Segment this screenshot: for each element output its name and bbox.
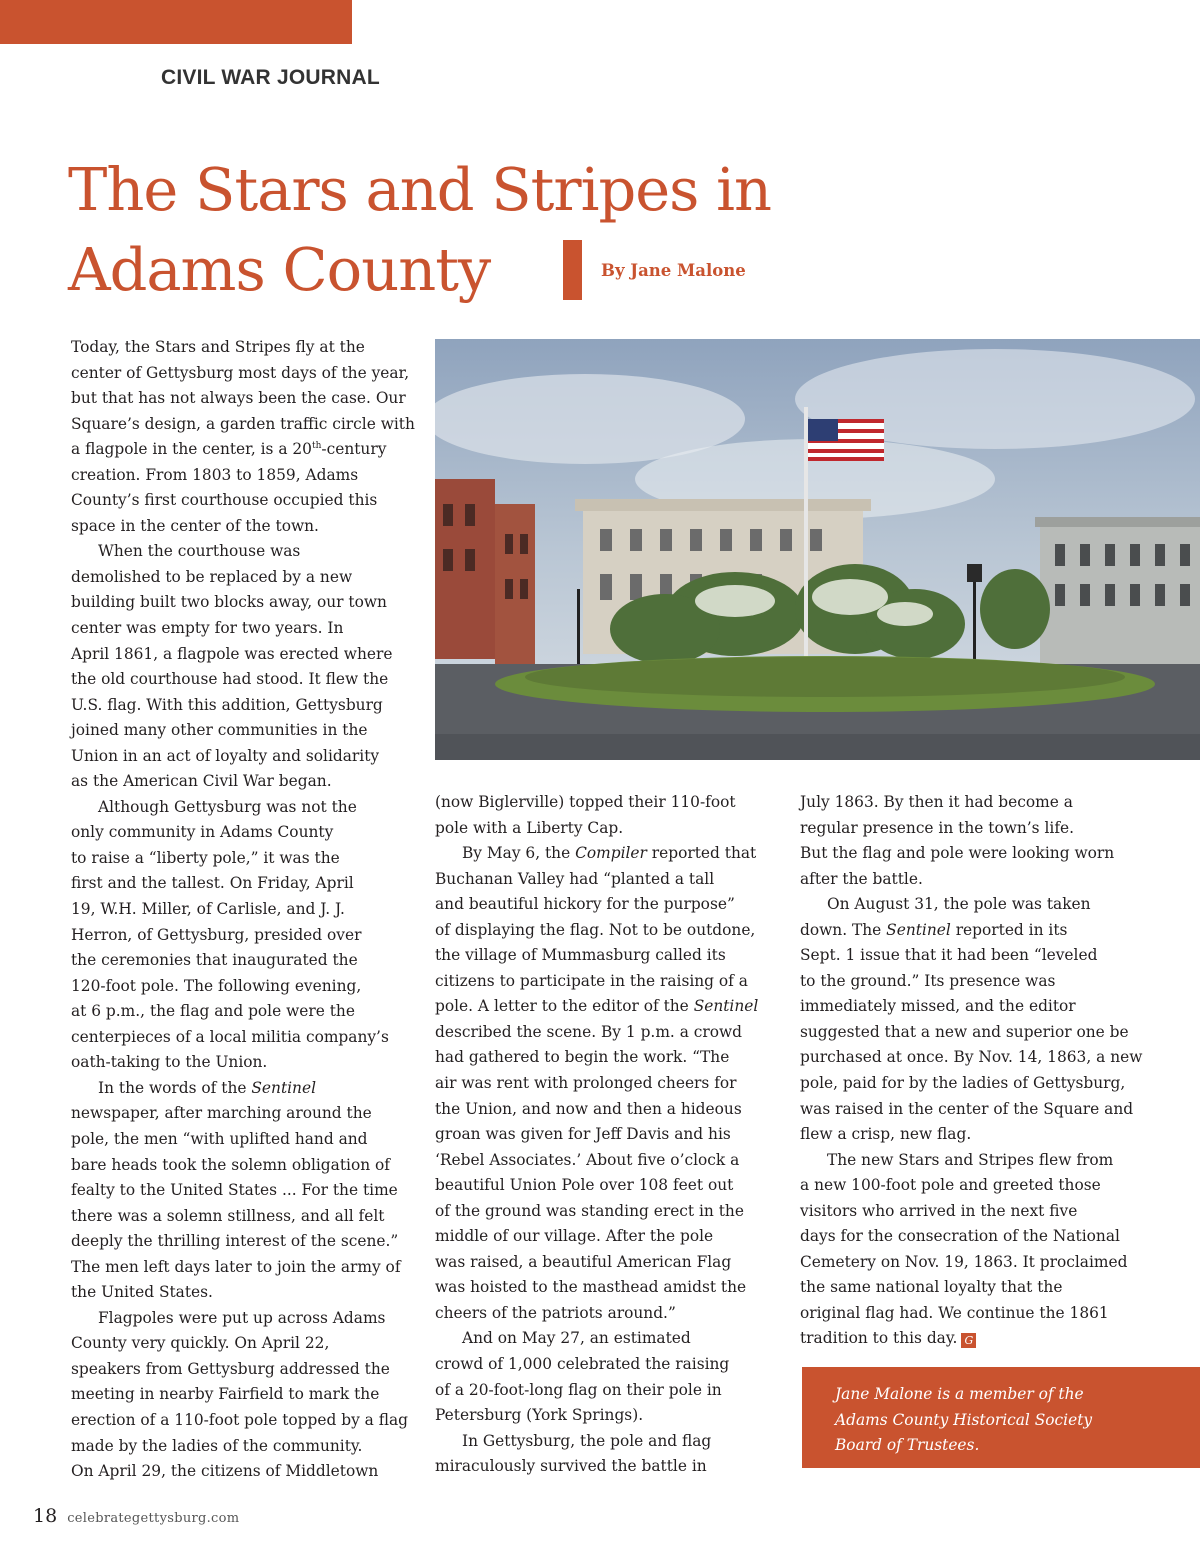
text-line: center was empty for two years. In — [71, 619, 344, 638]
text-line: a new 100-foot pole and greeted those — [800, 1176, 1101, 1195]
text-line: original flag had. We continue the 1861 — [800, 1303, 1109, 1322]
text-line: building built two blocks away, our town — [71, 593, 387, 612]
text-line: oath-taking to the Union. — [71, 1053, 268, 1072]
text-line: groan was given for Jeff Davis and his — [435, 1125, 731, 1144]
article-column-2 — [435, 790, 775, 1480]
text-line: center of Gettysburg most days of the year, — [71, 363, 410, 382]
text-line: Petersburg (York Springs). — [435, 1406, 644, 1425]
text-line: erection of a 110-foot pole topped by a flag — [71, 1410, 409, 1429]
text-line: Buchanan Valley had “planted a tall — [435, 869, 715, 888]
text-line: suggested that a new and superior one be — [800, 1022, 1129, 1041]
text-line: (now Biglerville) topped their 110-foot — [435, 793, 736, 811]
text-line: pole, paid for by the ladies of Gettysburg, — [800, 1074, 1126, 1093]
text-line: down. The Sentinel reported in its — [800, 920, 1068, 939]
title-line-1: The Stars and Stripes in — [68, 155, 772, 224]
text-line: had gathered to begin the work. “The — [435, 1048, 730, 1067]
text-line: a flagpole in the center, is a 20th-century — [71, 440, 387, 459]
text-line: Sept. 1 issue that it had been “leveled — [800, 946, 1098, 965]
text-line: miraculously survived the battle in — [435, 1457, 707, 1476]
text-line: In the words of the Sentinel — [98, 1078, 316, 1097]
text-line: speakers from Gettysburg addressed the — [71, 1359, 390, 1378]
text-line: County’s first courthouse occupied this — [71, 491, 378, 510]
text-line: described the scene. By 1 p.m. a crowd — [435, 1022, 743, 1041]
text-line: fealty to the United States ... For the time — [71, 1181, 398, 1200]
text-line: Flagpoles were put up across Adams — [98, 1308, 386, 1327]
text-line: middle of our village. After the pole — [435, 1227, 714, 1246]
title-line-2: Adams County — [68, 235, 491, 304]
text-line: On April 29, the citizens of Middletown — [71, 1462, 379, 1481]
text-line: The men left days later to join the army of — [71, 1257, 401, 1276]
text-line: cheers of the patriots around.” — [435, 1303, 676, 1322]
text-line: space in the center of the town. — [71, 516, 319, 535]
text-line: April 1861, a flagpole was erected where — [71, 644, 393, 663]
text-line: to the ground.” Its presence was — [800, 971, 1056, 990]
section-label: CIVIL WAR JOURNAL — [161, 66, 380, 89]
text-line: 120-foot pole. The following evening, — [71, 976, 362, 995]
text-line: Today, the Stars and Stripes fly at the — [71, 338, 365, 356]
article-photo — [435, 339, 1200, 760]
text-line: ‘Rebel Associates.’ About five o’clock a — [435, 1150, 740, 1169]
text-line: the village of Mummasburg called its — [435, 946, 726, 965]
text-line: joined many other communities in the — [71, 721, 368, 740]
bio-line: Board of Trustees. — [835, 1436, 980, 1454]
bio-line: Jane Malone is a member of the — [835, 1385, 1084, 1403]
article-column-1 — [71, 335, 421, 1485]
text-line: as the American Civil War began. — [71, 772, 332, 791]
text-line: of the ground was standing erect in the — [435, 1201, 744, 1220]
text-line: the same national loyalty that the — [800, 1278, 1063, 1297]
text-line: pole with a Liberty Cap. — [435, 818, 624, 837]
text-line: citizens to participate in the raising of a — [435, 971, 748, 990]
text-line: and beautiful hickory for the purpose” — [435, 895, 735, 914]
text-line: And on May 27, an estimated — [462, 1329, 691, 1348]
text-line: By May 6, the Compiler reported that — [462, 844, 757, 863]
top-accent-bar — [0, 0, 352, 44]
text-line: tradition to this day. — [800, 1329, 958, 1348]
text-line: Herron, of Gettysburg, presided over — [71, 925, 362, 944]
text-line: of a 20-foot-long flag on their pole in — [435, 1380, 722, 1399]
text-line: was raised, a beautiful American Flag — [435, 1252, 732, 1271]
end-mark-icon: G — [961, 1333, 976, 1348]
text-line: beautiful Union Pole over 108 feet out — [435, 1176, 734, 1195]
text-line: crowd of 1,000 celebrated the raising — [435, 1355, 730, 1374]
text-line: visitors who arrived in the next five — [800, 1201, 1078, 1220]
text-line: But the flag and pole were looking worn — [800, 844, 1115, 863]
text-line: air was rent with prolonged cheers for — [435, 1074, 737, 1093]
page-number: 18 — [33, 1505, 58, 1527]
footer-site: celebrategettysburg.com — [67, 1511, 240, 1526]
text-line: the United States. — [71, 1283, 213, 1302]
text-line: deeply the thrilling interest of the scene.” — [71, 1232, 399, 1251]
text-line: U.S. flag. With this addition, Gettysburg — [71, 695, 383, 714]
author-bio-box — [802, 1367, 1200, 1468]
article-title — [68, 150, 868, 310]
text-line: On August 31, the pole was taken — [827, 895, 1091, 914]
text-line: immediately missed, and the editor — [800, 997, 1076, 1016]
text-line: demolished to be replaced by a new — [71, 567, 353, 586]
text-line: purchased at once. By Nov. 14, 1863, a new — [800, 1048, 1143, 1067]
byline: By Jane Malone — [601, 261, 746, 280]
text-line: centerpieces of a local militia company’s — [71, 1027, 389, 1046]
text-line: at 6 p.m., the flag and pole were the — [71, 1002, 355, 1021]
text-line: days for the consecration of the National — [800, 1227, 1120, 1246]
text-line: Square’s design, a garden traffic circle with — [71, 414, 415, 433]
text-line: the old courthouse had stood. It flew the — [71, 670, 389, 689]
text-line: newspaper, after marching around the — [71, 1104, 372, 1123]
text-line: County very quickly. On April 22, — [71, 1334, 330, 1353]
text-line: Cemetery on Nov. 19, 1863. It proclaimed — [800, 1252, 1128, 1271]
article-column-3 — [800, 790, 1145, 1352]
text-line: bare heads took the solemn obligation of — [71, 1155, 390, 1174]
text-line: pole, the men “with uplifted hand and — [71, 1129, 368, 1148]
text-line: flew a crisp, new flag. — [800, 1125, 972, 1144]
text-line: In Gettysburg, the pole and flag — [462, 1431, 712, 1450]
text-line: was raised in the center of the Square and — [800, 1099, 1134, 1118]
text-line: creation. From 1803 to 1859, Adams — [71, 465, 359, 484]
text-line: regular presence in the town’s life. — [800, 818, 1075, 837]
text-line: of displaying the flag. Not to be outdone, — [435, 920, 756, 939]
text-line: first and the tallest. On Friday, April — [71, 874, 354, 893]
text-line: pole. A letter to the editor of the Sentinel — [435, 997, 759, 1016]
text-line: The new Stars and Stripes flew from — [827, 1150, 1114, 1169]
text-line: there was a solemn stillness, and all felt — [71, 1206, 385, 1225]
text-line: 19, W.H. Miller, of Carlisle, and J. J. — [71, 900, 345, 919]
text-line: after the battle. — [800, 869, 923, 888]
text-line: only community in Adams County — [71, 823, 334, 842]
text-line-last — [800, 1326, 1145, 1352]
text-line: meeting in nearby Fairfield to mark the — [71, 1385, 380, 1404]
text-line: was hoisted to the masthead amidst the — [435, 1278, 747, 1297]
text-line: Although Gettysburg was not the — [98, 797, 357, 816]
text-line: When the courthouse was — [98, 542, 301, 561]
text-line: Union in an act of loyalty and solidarity — [71, 746, 380, 765]
bio-line: Adams County Historical Society — [835, 1410, 1093, 1429]
byline-bar — [563, 240, 582, 300]
text-line: made by the ladies of the community. — [71, 1436, 363, 1455]
text-line: the ceremonies that inaugurated the — [71, 951, 358, 970]
page-footer — [33, 1505, 239, 1527]
text-line: but that has not always been the case. Our — [71, 389, 406, 408]
text-line: to raise a “liberty pole,” it was the — [71, 848, 340, 867]
author-bio — [835, 1382, 1092, 1459]
text-line: the Union, and now and then a hideous — [435, 1099, 742, 1118]
text-line: July 1863. By then it had become a — [800, 793, 1073, 811]
